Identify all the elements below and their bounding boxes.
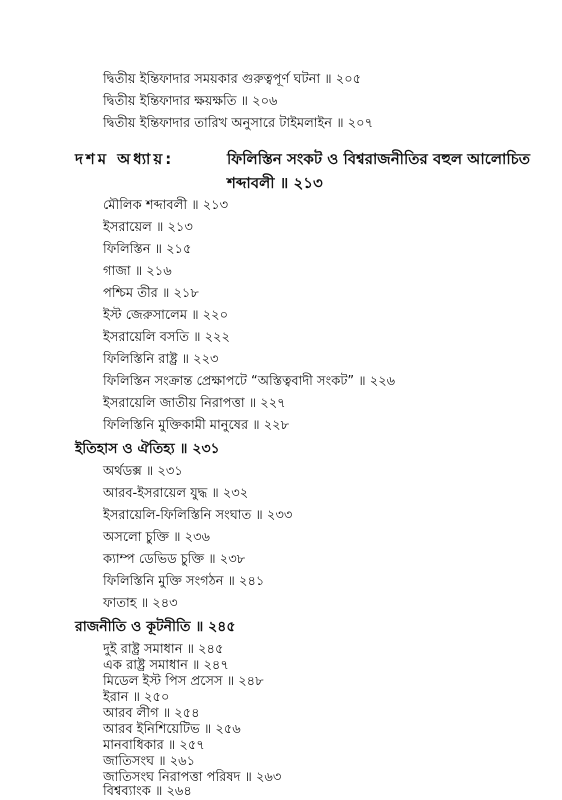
- toc-entry: ফিলিস্তিনি রাষ্ট্র ॥ ২২৩: [103, 352, 219, 367]
- toc-entry: এক রাষ্ট্র সমাধান ॥ ২৪৭: [103, 658, 229, 673]
- toc-entry: মানবাধিকার ॥ ২৫৭: [103, 738, 205, 753]
- toc-entry: আরব ইনিশিয়েটিভ ॥ ২৫৬: [103, 722, 241, 737]
- toc-entry: আরব-ইসরায়েল যুদ্ধ ॥ ২৩২: [103, 486, 249, 501]
- toc-entry: অসলো চুক্তি ॥ ২৩৬: [103, 530, 210, 545]
- toc-entry: দুই রাষ্ট্র সমাধান ॥ ২৪৫: [103, 642, 224, 657]
- toc-entry: ইসরায়েলি বসতি ॥ ২২২: [103, 330, 230, 345]
- toc-entry: ইসরায়েলি জাতীয় নিরাপত্তা ॥ ২২৭: [103, 396, 286, 411]
- toc-entry: জাতিসংঘ ॥ ২৬১: [103, 754, 196, 769]
- toc-entry: ফিলিস্তিনি মুক্তি সংগঠন ॥ ২৪১: [103, 574, 265, 589]
- chapter-label: দশম অধ্যায়:: [75, 150, 175, 168]
- toc-entry: ফাতাহ ॥ ২৪৩: [103, 596, 178, 611]
- section-heading: রাজনীতি ও কূটনীতি ॥ ২৪৫: [75, 619, 236, 635]
- toc-entry: আরব লীগ ॥ ২৫৪: [103, 706, 200, 721]
- toc-entry: দ্বিতীয় ইন্তিফাদার তারিখ অনুসারে টাইমলাইন ॥ ২০৭: [103, 116, 374, 131]
- chapter-title-line1: ফিলিস্তিন সংকট ও বিশ্বরাজনীতির বহুল আলোচিত: [227, 150, 530, 168]
- section-heading: ইতিহাস ও ঐতিহ্য ॥ ২৩১: [75, 441, 220, 457]
- toc-entry: ক্যাম্প ডেভিড চুক্তি ॥ ২৩৮: [103, 552, 246, 567]
- toc-entry: ফিলিস্তিন সংক্রান্ত প্রেক্ষাপটে “অস্তিত্ববাদী সংকট” ॥ ২২৬: [103, 374, 396, 389]
- toc-entry: জাতিসংঘ নিরাপত্তা পরিষদ ॥ ২৬৩: [103, 770, 282, 785]
- toc-entry: মিডেল ইস্ট পিস প্রসেস ॥ ২৪৮: [103, 674, 264, 689]
- toc-entry: ইরান ॥ ২৫০: [103, 690, 170, 705]
- toc-entry: ফিলিস্তিনি মুক্তিকামী মানুষের ॥ ২২৮: [103, 418, 290, 433]
- toc-entry: অর্থডক্স ॥ ২৩১: [103, 464, 183, 479]
- toc-entry: গাজা ॥ ২১৬: [103, 264, 172, 279]
- toc-entry: দ্বিতীয় ইন্তিফাদার ক্ষয়ক্ষতি ॥ ২০৬: [103, 94, 278, 109]
- toc-entry: মৌলিক শব্দাবলী ॥ ২১৩: [103, 198, 229, 213]
- toc-entry: বিশ্বব্যাংক ॥ ২৬৪: [103, 784, 192, 799]
- toc-entry: পশ্চিম তীর ॥ ২১৮: [103, 286, 199, 301]
- toc-entry: ইসরায়েল ॥ ২১৩: [103, 220, 193, 235]
- toc-entry: ফিলিস্তিন ॥ ২১৫: [103, 242, 192, 257]
- toc-entry: দ্বিতীয় ইন্তিফাদার সময়কার গুরুত্বপূর্ণ ঘটনা ॥ ২০৫: [103, 72, 362, 87]
- toc-entry: ইসরায়েলি-ফিলিস্তিনি সংঘাত ॥ ২৩৩: [103, 508, 293, 523]
- toc-entry: ইস্ট জেরুসালেম ॥ ২২০: [103, 308, 229, 323]
- chapter-title-line2: শব্দাবলী ॥ ২১৩: [227, 174, 323, 192]
